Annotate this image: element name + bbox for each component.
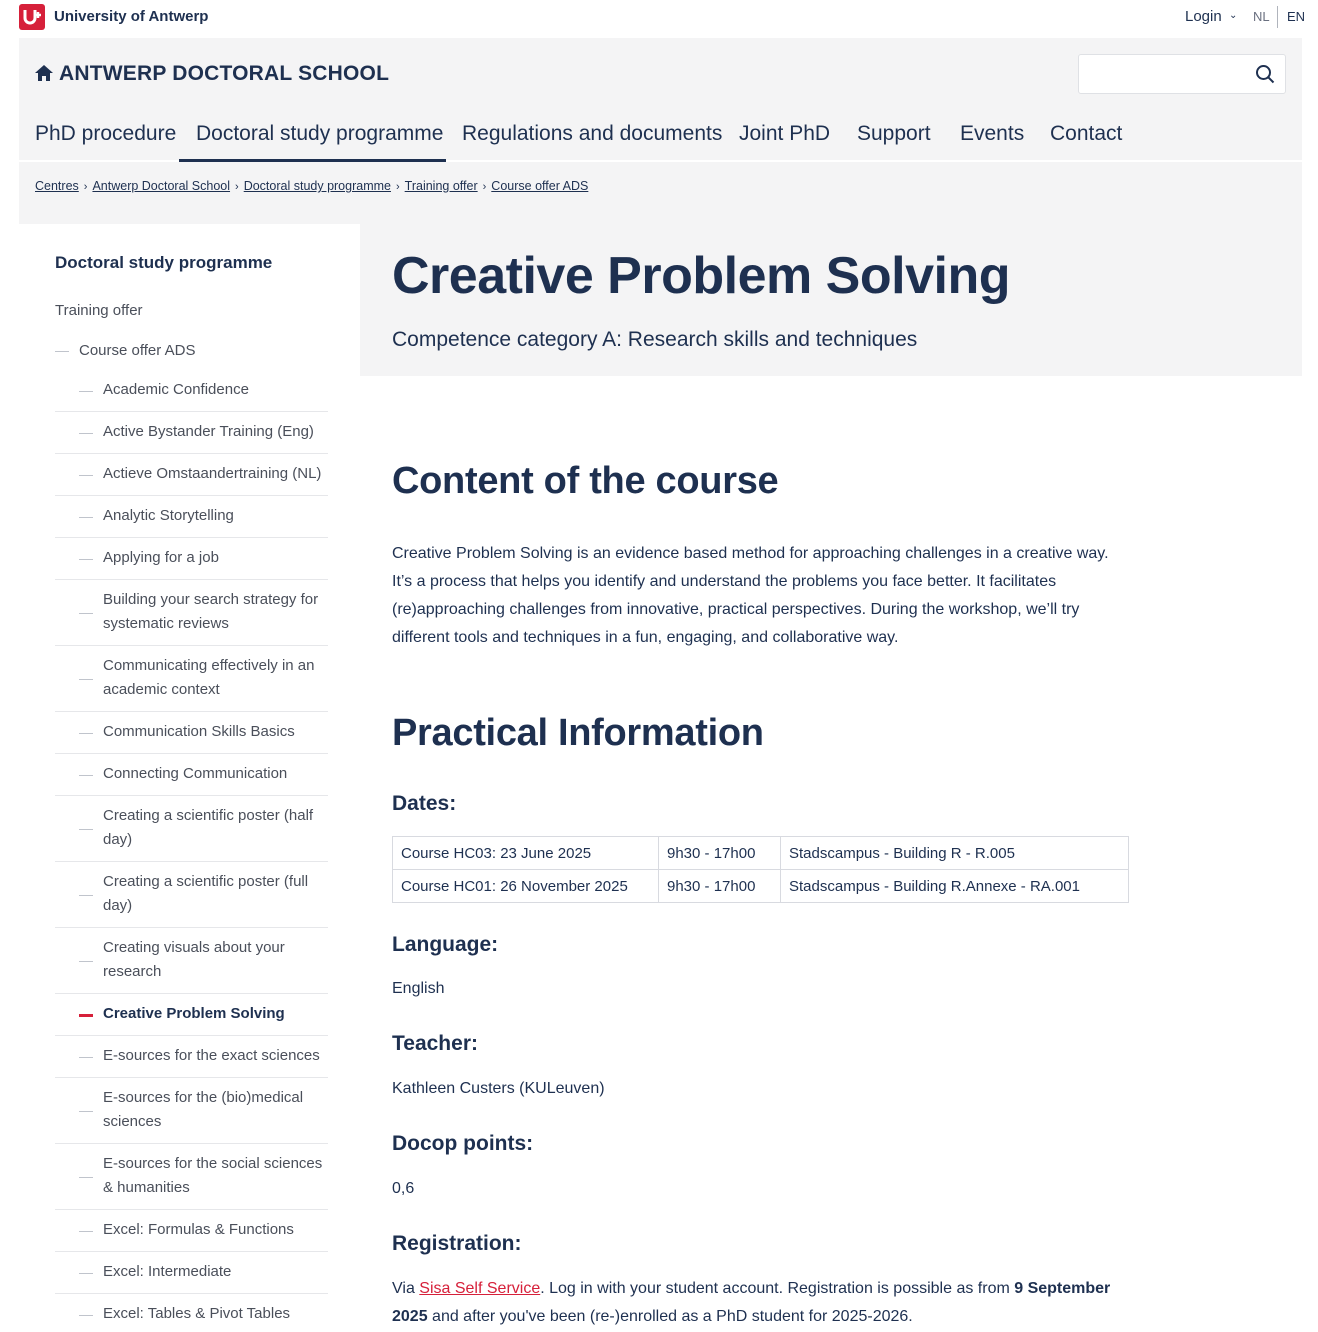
sidebar-item-creative-problem-solving[interactable]	[55, 994, 328, 1036]
table-cell: Stadscampus - Building R - R.005	[781, 837, 1129, 870]
nav-phd-procedure[interactable]: PhD procedure	[35, 122, 177, 145]
language-en-link[interactable]: EN	[1287, 9, 1306, 24]
sidebar-course-list	[55, 370, 328, 1332]
sidebar-item-poster-half-day[interactable]	[55, 796, 328, 862]
registration-text	[392, 1275, 1132, 1331]
sidebar-item-label: Communicating effectively in an academic context	[103, 657, 315, 698]
dash-icon	[79, 433, 93, 434]
sidebar-item-academic-confidence[interactable]	[55, 370, 328, 412]
sidebar-item-label: Excel: Formulas & Functions	[103, 1221, 294, 1238]
content-heading: Content of the course	[392, 460, 779, 502]
nav-events[interactable]: Events	[960, 122, 1025, 145]
course-description: Creative Problem Solving is an evidence based method for approaching challenges in a creative way. It’s a process that helps you identify and understand the problems you face better. It facilitates (re)approaching challenges from innovative, practical perspectives. During the workshop, we’ll try different tools and techniques in a fun, engaging, and collaborative way.	[392, 545, 1109, 646]
chevron-right-icon: ›	[482, 181, 487, 193]
dash-icon	[79, 475, 93, 476]
sidebar-item-communication-skills-basics[interactable]	[55, 712, 328, 754]
table-cell: Stadscampus - Building R.Annexe - RA.001	[781, 870, 1129, 903]
dash-icon	[79, 1273, 93, 1274]
language-value: English	[392, 980, 445, 997]
sidebar-item-label: Connecting Communication	[103, 765, 288, 782]
chevron-right-icon: ›	[235, 181, 239, 193]
sisa-self-service-link[interactable]: Sisa Self Service	[419, 1280, 541, 1297]
language-divider	[1277, 6, 1278, 28]
sidebar-item-training-offer[interactable]: Training offer	[55, 302, 143, 319]
sidebar-item-label: Creating a scientific poster (full day)	[103, 873, 309, 914]
dates-label: Dates:	[392, 792, 457, 815]
sidebar-item-label: Creating visuals about your research	[103, 939, 285, 980]
sidebar-item-excel-formulas[interactable]	[55, 1210, 328, 1252]
nav-doctoral-study-programme[interactable]: Doctoral study programme	[196, 122, 444, 145]
active-marker-icon	[79, 1014, 93, 1017]
sidebar-item-label: E-sources for the (bio)medical sciences	[103, 1089, 304, 1130]
chevron-right-icon: ›	[395, 181, 400, 193]
nav-regulations-and-documents[interactable]: Regulations and documents	[462, 122, 723, 145]
dash-icon	[79, 895, 93, 896]
breadcrumb-training-offer[interactable]: Training offer	[404, 179, 478, 193]
sidebar-item-label: Actieve Omstaandertraining (NL)	[103, 465, 322, 482]
teacher-label: Teacher:	[392, 1032, 478, 1055]
dash-icon	[79, 775, 93, 776]
login-link[interactable]: Login	[1185, 8, 1222, 25]
registration-date: 9 September 2025	[392, 1280, 1111, 1325]
dash-icon	[79, 1111, 93, 1112]
page-hero	[360, 224, 1302, 376]
dash-icon	[79, 1057, 93, 1058]
search-input[interactable]	[1087, 63, 1247, 85]
dash-icon	[79, 391, 93, 392]
sidebar-item-esources-social[interactable]	[55, 1144, 328, 1210]
dash-icon	[79, 1231, 93, 1232]
breadcrumb-doctoral-study-programme[interactable]: Doctoral study programme	[243, 179, 391, 193]
sidebar-item-label: Building your search strategy for systematic reviews	[103, 591, 319, 632]
sidebar-item-label: Analytic Storytelling	[103, 507, 234, 524]
language-nl-link[interactable]: NL	[1253, 9, 1270, 24]
university-logo-icon[interactable]	[19, 4, 45, 30]
table-cell: 9h30 - 17h00	[659, 837, 781, 870]
page-subtitle: Competence category A: Research skills and techniques	[392, 328, 918, 351]
sidebar-item-label: Active Bystander Training (Eng)	[103, 423, 314, 440]
table-row	[393, 870, 1129, 903]
nav-joint-phd[interactable]: Joint PhD	[739, 122, 831, 145]
site-title-link[interactable]	[35, 62, 389, 86]
breadcrumb-centres[interactable]: Centres	[35, 179, 79, 193]
dash-icon	[79, 517, 93, 518]
sidebar-item-label: Excel: Intermediate	[103, 1263, 232, 1280]
dash-icon	[79, 679, 93, 680]
teacher-value: Kathleen Custers (KULeuven)	[392, 1080, 605, 1097]
sidebar-item-actieve-omstaander[interactable]	[55, 454, 328, 496]
dash-icon	[79, 559, 93, 560]
sidebar-item-label: Course offer ADS	[79, 342, 196, 359]
sidebar-item-analytic-storytelling[interactable]	[55, 496, 328, 538]
page-title: Creative Problem Solving	[392, 247, 1010, 305]
sidebar-item-label: Creating a scientific poster (half day)	[103, 807, 314, 848]
sidebar-item-excel-pivot[interactable]	[55, 1294, 328, 1332]
sidebar-item-course-offer-ads[interactable]	[55, 342, 195, 359]
dash-icon	[55, 351, 69, 352]
breadcrumb-antwerp-doctoral-school[interactable]: Antwerp Doctoral School	[92, 179, 231, 193]
sidebar-item-esources-biomedical[interactable]	[55, 1078, 328, 1144]
registration-mid: . Log in with your student account. Registration is possible as from	[540, 1280, 1015, 1297]
dash-icon	[79, 613, 93, 614]
top-bar	[0, 0, 1318, 36]
sidebar-title[interactable]: Doctoral study programme	[55, 253, 273, 272]
breadcrumb-course-offer-ads[interactable]: Course offer ADS	[491, 179, 589, 193]
sidebar-item-creating-visuals[interactable]	[55, 928, 328, 994]
nav-active-indicator	[179, 159, 446, 162]
registration-suffix: and after you've been (re-)enrolled as a PhD student for 2025-2026.	[427, 1308, 913, 1325]
chevron-right-icon: ›	[83, 181, 88, 193]
sidebar-item-applying-for-a-job[interactable]	[55, 538, 328, 580]
sidebar-item-active-bystander[interactable]	[55, 412, 328, 454]
sidebar-item-search-strategy[interactable]	[55, 580, 328, 646]
docop-value: 0,6	[392, 1180, 415, 1197]
nav-support[interactable]: Support	[857, 122, 931, 145]
sidebar-item-label: Excel: Tables & Pivot Tables	[103, 1305, 291, 1322]
sidebar-item-esources-exact[interactable]	[55, 1036, 328, 1078]
table-cell: Course HC01: 26 November 2025	[393, 870, 659, 903]
sidebar-item-label: Academic Confidence	[103, 381, 249, 398]
dash-icon	[79, 829, 93, 830]
dash-icon	[79, 1315, 93, 1316]
main-navigation	[19, 110, 1302, 162]
search-box[interactable]	[1078, 54, 1286, 94]
sidebar-item-label: Applying for a job	[103, 549, 219, 566]
dash-icon	[79, 961, 93, 962]
home-icon	[35, 65, 53, 81]
sidebar-item-label: E-sources for the exact sciences	[103, 1047, 320, 1064]
dash-icon	[79, 1177, 93, 1178]
site-header	[19, 38, 1302, 224]
university-name-link[interactable]: University of Antwerp	[54, 8, 209, 25]
dates-table	[392, 836, 1129, 903]
breadcrumb	[35, 179, 588, 193]
search-icon[interactable]	[1255, 64, 1275, 84]
sidebar-item-label: Creative Problem Solving	[103, 1005, 285, 1022]
registration-prefix: Via	[392, 1280, 420, 1297]
site-title-text: ANTWERP DOCTORAL SCHOOL	[59, 62, 390, 85]
sidebar-item-communicating-effectively[interactable]	[55, 646, 328, 712]
nav-contact[interactable]: Contact	[1050, 122, 1123, 145]
docop-label: Docop points:	[392, 1132, 534, 1155]
registration-label: Registration:	[392, 1232, 522, 1255]
language-label: Language:	[392, 933, 499, 956]
practical-heading: Practical Information	[392, 712, 764, 754]
table-cell: Course HC03: 23 June 2025	[393, 837, 659, 870]
sidebar-item-excel-intermediate[interactable]	[55, 1252, 328, 1294]
table-cell: 9h30 - 17h00	[659, 870, 781, 903]
table-row	[393, 837, 1129, 870]
sidebar-item-poster-full-day[interactable]	[55, 862, 328, 928]
chevron-down-icon[interactable]: ⌄	[1229, 10, 1238, 21]
sidebar-item-connecting-communication[interactable]	[55, 754, 328, 796]
dash-icon	[79, 733, 93, 734]
sidebar-item-label: E-sources for the social sciences & humanities	[103, 1155, 323, 1196]
sidebar-item-label: Communication Skills Basics	[103, 723, 295, 740]
